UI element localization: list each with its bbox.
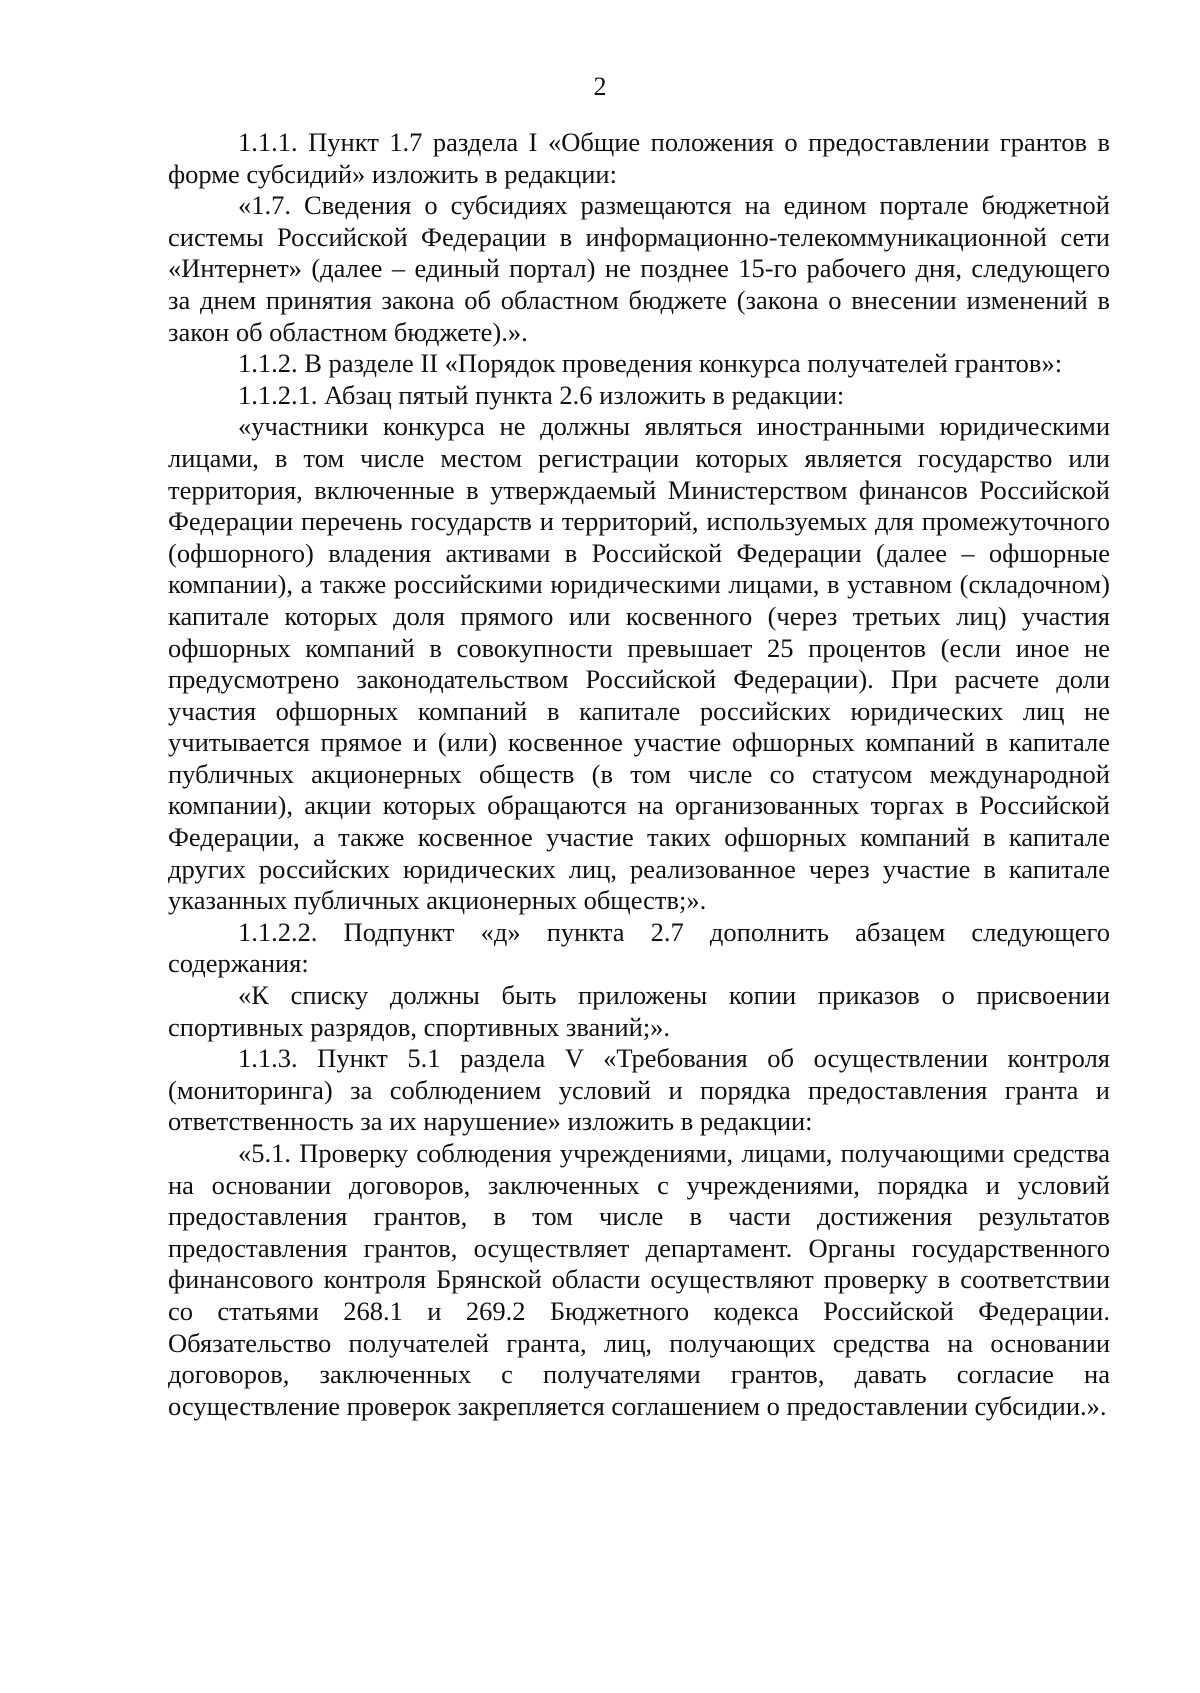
paragraph-1-1-3: 1.1.3. Пункт 5.1 раздела V «Требования об осуществлении контроля (мониторинга) за соблюдением условий и порядка предоставления гранта и ответственность за их нарушение» изложить в редакции: <box>168 1043 1110 1137</box>
page-number: 2 <box>593 72 607 101</box>
paragraph-1-1-2-1: 1.1.2.1. Абзац пятый пункта 2.6 изложить в редакции: <box>238 379 845 410</box>
paragraph-quote-participants: «участники конкурса не должны являться иностранными юридическими лицами, в том числе местом регистрации которых является государство или территория, включенные в утверждаемый Министерством финансов Российской Федерации перечень государств и территорий, используемых для промежуточного (офшорного) владения активами в Российской Федерации (далее – офшорные компании), а также российскими юридическими лицами, в уставном (складочном) капитале которых доля прямого или косвенного (через третьих лиц) участия офшорных компаний в совокупности превышает 25 процентов (если иное не предусмотрено законодательством Российской Федерации). При расчете доли участия офшорных компаний в капитале российских юридических лиц не учитывается прямое и (или) косвенное участие офшорных компаний в капитале публичных акционерных обществ (в том числе со статусом международной компании), акции которых обращаются на организованных торгах в Российской Федерации, а также косвенное участие таких офшорных компаний в капитале других российских юридических лиц, реализованное через участие в капитале указанных публичных акционерных обществ;». <box>168 411 1110 916</box>
paragraph-quote-list: «К списку должны быть приложены копии приказов о присвоении спортивных разрядов, спортивных званий;». <box>168 980 1110 1042</box>
paragraph-1-1-2: 1.1.2. В разделе II «Порядок проведения конкурса получателей грантов»: <box>238 348 1063 379</box>
paragraph-quote-1-7: «1.7. Сведения о субсидиях размещаются на едином портале бюджетной системы Российской Федерации в информационно-телекоммуникационной сети «Интернет» (далее – единый портал) не позднее 15-го рабочего дня, следующего за днем принятия закона об областном бюджете (закона о внесении изменений в закон об областном бюджете).». <box>168 190 1110 347</box>
document-body <box>168 127 1110 1422</box>
paragraph-1-1-2-2: 1.1.2.2. Подпункт «д» пункта 2.7 дополнить абзацем следующего содержания: <box>168 916 1110 979</box>
paragraph-1-1-1: 1.1.1. Пункт 1.7 раздела I «Общие положения о предоставлении грантов в форме субсидий» изложить в редакции: <box>168 127 1110 189</box>
paragraph-quote-5-1: «5.1. Проверку соблюдения учреждениями, лицами, получающими средства на основании договоров, заключенных с учреждениями, порядка и условий предоставления грантов, в том числе в части достижения результатов предоставления грантов, осуществляет департамент. Органы государственного финансового контроля Брянской области осуществляют проверку в соответствии со статьями 268.1 и 269.2 Бюджетного кодекса Российской Федерации. Обязательство получателей гранта, лиц, получающих средства на основании договоров, заключенных с получателями грантов, давать согласие на осуществление проверок закрепляется соглашением о предоставлении субсидии.». <box>168 1138 1110 1421</box>
